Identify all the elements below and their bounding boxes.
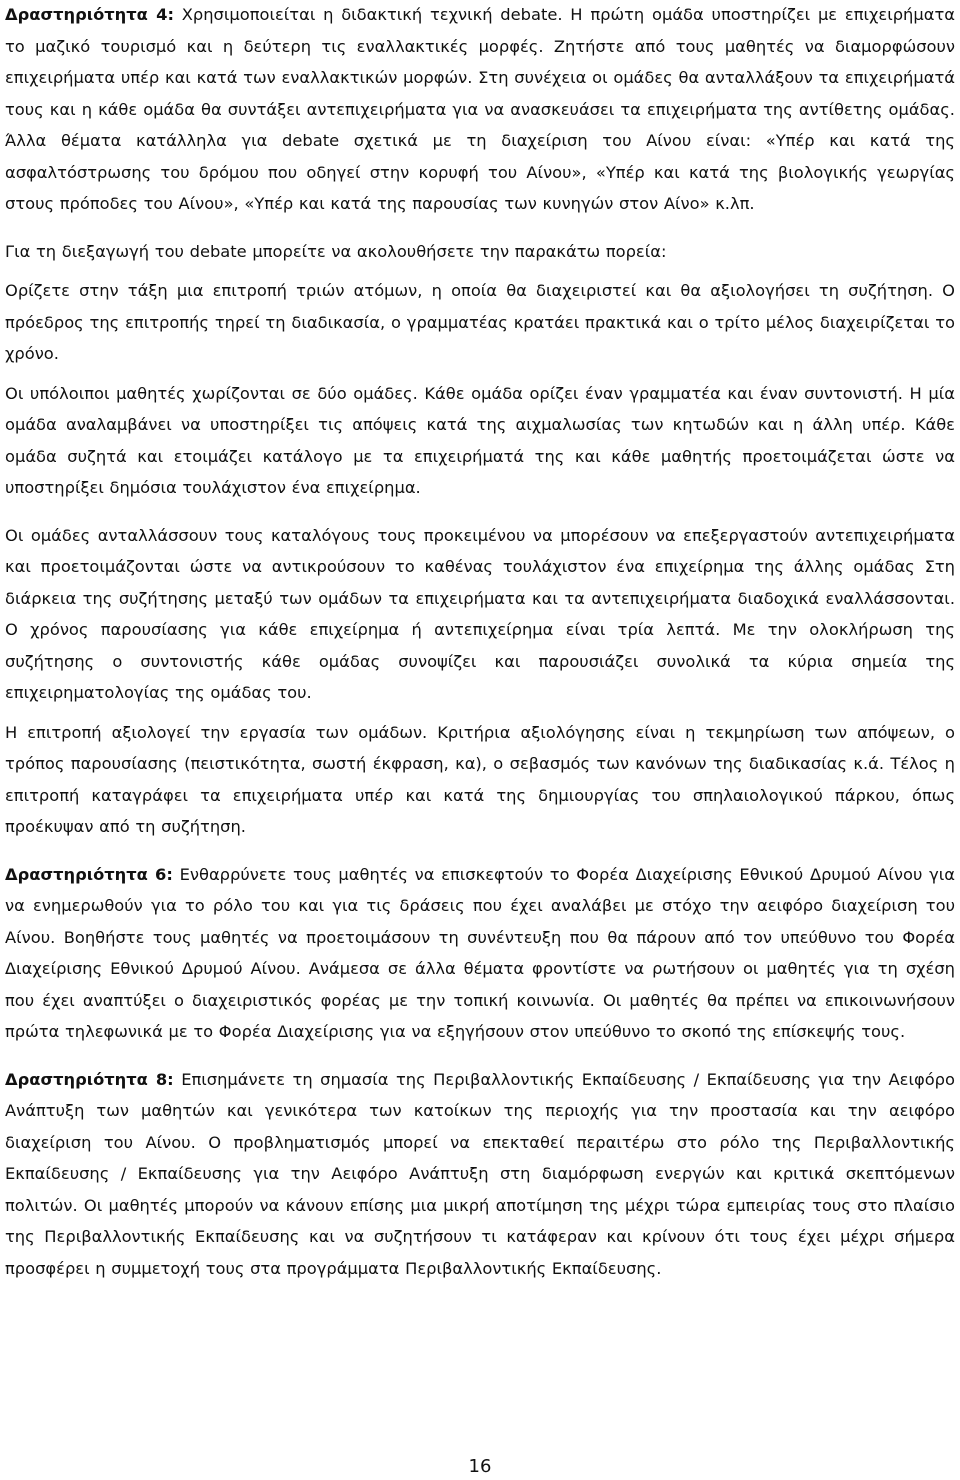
paragraph-evaluation bbox=[5, 717, 955, 843]
paragraph-text: Η επιτροπή αξιολογεί την εργασία των ομάδων. Κριτήρια αξιολόγησης είναι η τεκμηρίωση των απόψεων, ο τρόπος παρουσίασης (πειστικότητα, σωστή έκφραση, κα), ο σεβασμός των κανόνων της διαδικασίας κ.ά. Τέλος η επιτροπή καταγράφει τα επιχειρήματα υπέρ και κατά της δημιουργίας του σπηλαιολογικού πάρκου, όπως προέκυψαν από τη συζήτηση. bbox=[5, 722, 955, 836]
paragraph-text: Ορίζετε στην τάξη μια επιτροπή τριών ατόμων, η οποία θα διαχειριστεί και θα αξιολογήσει τη συζήτηση. Ο πρόεδρος της επιτροπής τηρεί τη διαδικασία, ο γραμματέας κρατάει πρακτικά και ο τρίτο μέλος διαχειρίζεται το χρόνο. bbox=[5, 281, 955, 363]
activity-heading: Δραστηριότητα 8: bbox=[5, 1069, 174, 1089]
paragraph-text: Επισημάνετε τη σημασία της Περιβαλλοντικής Εκπαίδευσης / Εκπαίδευσης για την Αειφόρο Ανάπτυξη των μαθητών και γενικότερα των κατοίκων της περιοχής για την προστασία και την αειφόρο διαχείριση του Αίνου. Ο προβληματισμός μπορεί να επεκταθεί περαιτέρω στο ρόλο της Περιβαλλοντικής Εκπαίδευσης / Εκπαίδευσης για την Αειφόρο Ανάπτυξη στη διαμόρφωση ενεργών και κριτικά σκεπτόμενων πολιτών. Οι μαθητές μπορούν να κάνουν επίσης μια μικρή αποτίμηση της μέχρι τώρα εμπειρίας τους στο πλαίσιο της Περιβαλλοντικής Εκπαίδευσης και να συζητήσουν τι κατάφεραν και κρίνουν ότι τους έχει μέχρι σήμερα προσφέρει η συμμετοχή τους στα προγράμματα Περιβαλλοντικής Εκπαίδευσης. bbox=[5, 1069, 955, 1278]
paragraph-teams bbox=[5, 378, 955, 504]
paragraph-debate-intro bbox=[5, 236, 955, 268]
page-number: 16 bbox=[468, 1456, 492, 1477]
paragraph-text: Για τη διεξαγωγή του debate μπορείτε να ακολουθήσετε την παρακάτω πορεία: bbox=[5, 241, 667, 261]
paragraph-exchange bbox=[5, 520, 955, 709]
activity-heading: Δραστηριότητα 4: bbox=[5, 5, 174, 24]
paragraph-activity-8 bbox=[5, 1064, 955, 1285]
paragraph-text: Οι ομάδες ανταλλάσσουν τους καταλόγους τους προκειμένου να μπορέσουν να επεξεργαστούν αντεπιχειρήματα και προετοιμάζονται ώστε να αντικρούσουν το καθένας τουλάχιστον ένα επιχείρημα της άλλης ομάδας Στη διάρκεια της συζήτησης μεταξύ των ομάδων τα επιχειρήματα και τα αντεπιχειρήματα διαδοχικά εναλλάσσονται. Ο χρόνος παρουσίασης για κάθε επιχείρημα ή αντεπιχείρημα είναι τρία λεπτά. Με την ολοκλήρωση της συζήτησης ο συντονιστής κάθε ομάδας συνοψίζει και παρουσιάζει συνολικά τα κύρια σημεία της επιχειρηματολογίας της ομάδας του. bbox=[5, 525, 955, 702]
paragraph-activity-4 bbox=[5, 0, 955, 220]
paragraph-text: Ενθαρρύνετε τους μαθητές να επισκεφτούν το Φορέα Διαχείρισης Εθνικού Δρυμού Αίνου για να ενημερωθούν για το ρόλο του και για τις δράσεις που έχει αναλάβει με στόχο την αειφόρο διαχείριση του Αίνου. Βοηθήστε τους μαθητές να προετοιμάσουν τη συνέντευξη που θα πάρουν από τον υπεύθυνο του Φορέα Διαχείρισης Εθνικού Δρυμού Αίνου. Ανάμεσα σε άλλα θέματα φροντίστε να ρωτήσουν οι μαθητές για τη σχέση που έχει αναπτύξει ο διαχειριστικός φορέας με την τοπική κοινωνία. Οι μαθητές θα πρέπει να επικοινωνήσουν πρώτα τηλεφωνικά με το Φορέα Διαχείρισης για να εξηγήσουν στον υπεύθυνο το σκοπό της επίσκεψής τους. bbox=[5, 864, 955, 1041]
paragraph-text: Οι υπόλοιποι μαθητές χωρίζονται σε δύο ομάδες. Κάθε ομάδα ορίζει έναν γραμματέα και έναν συντονιστή. Η μία ομάδα αναλαμβάνει να υποστηρίξει τις απόψεις κατά της αιχμαλωσίας των κητωδών και η άλλη υπέρ. Κάθε ομάδα συζητά και ετοιμάζει κατάλογο με τα επιχειρήματά της και κάθε μαθητής προετοιμάζεται ώστε να υποστηρίξει δημόσια τουλάχιστον ένα επιχείρημα. bbox=[5, 383, 955, 497]
paragraph-text: Χρησιμοποιείται η διδακτική τεχνική debate. Η πρώτη ομάδα υποστηρίζει με επιχειρήματα το μαζικό τουρισμό και η δεύτερη τις εναλλακτικές μορφές. Ζητήστε από τους μαθητές να διαμορφώσουν επιχειρήματα υπέρ και κατά των εναλλακτικών μορφών. Στη συνέχεια οι ομάδες θα ανταλλάξουν τα επιχειρήματά τους και η κάθε ομάδα θα συντάξει αντεπιχειρήματα για να ανασκευάσει τα επιχειρήματα της αντίθετης ομάδας. Άλλα θέματα κατάλληλα για debate σχετικά με τη διαχείριση του Αίνου είναι: «Υπέρ και κατά της ασφαλτόστρωσης του δρόμου που οδηγεί στην κορυφή του Αίνου», «Υπέρ και κατά της βιολογικής γεωργίας στους πρόποδες του Αίνου», «Υπέρ και κατά της παρουσίας των κυνηγών στον Αίνο» κ.λπ. bbox=[5, 5, 955, 213]
paragraph-activity-6 bbox=[5, 859, 955, 1048]
activity-heading: Δραστηριότητα 6: bbox=[5, 864, 173, 884]
paragraph-committee bbox=[5, 275, 955, 370]
